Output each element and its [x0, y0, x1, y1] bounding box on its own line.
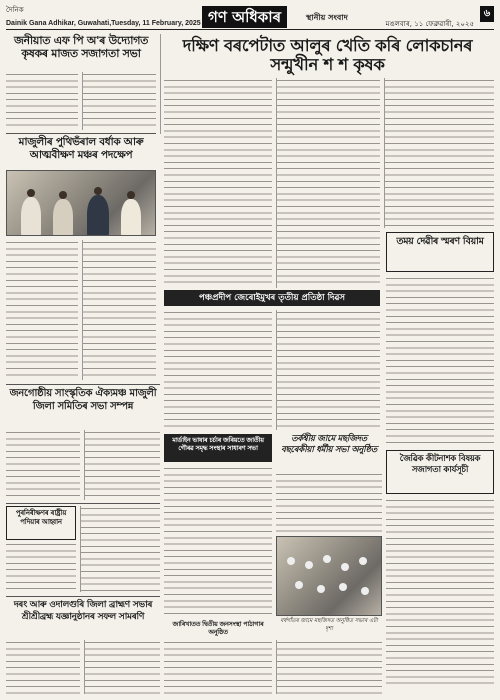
person-head: [305, 561, 313, 569]
story-2-body-col-3: [384, 78, 494, 228]
story-6-headline: জনগোষ্ঠীয় সাংস্কৃতিক ঐক্যমঞ্চ মাজুলী জিলা সমিতিৰ সভা সম্পন্ন: [9, 388, 157, 412]
person-head: [339, 583, 347, 591]
story-9-headline: মাৰ্ডাইন ভাষাৰ চৰ্চাৰ জৰিয়তে জাতীয় গৌৰৱ সমৃদ্ধ সংস্থাৰ সাধাৰণ সভা: [172, 436, 264, 452]
story-10-headline: পুৰনিৰীক্ষণৰ ৰাষ্ট্ৰীয় পদিয়াৰ আহ্বান: [15, 509, 67, 526]
story-7: [276, 434, 382, 470]
story-9-headline-banner: [164, 434, 272, 462]
story-11-headline: দৰং আৰু ওদালগুৰি জিলা ব্ৰাহ্মণ সভাৰ শ্ৰীশ্ৰীব্ৰহ্ম যজ্ঞানুষ্ঠানৰ সফল সামৰণি: [13, 600, 153, 622]
person-head: [27, 189, 35, 197]
logo-text: গণ অধিকাৰ: [208, 8, 282, 26]
story-10-body: [6, 542, 76, 592]
story-11: [6, 600, 160, 636]
story-10-body-col-2: [80, 506, 160, 592]
person-head: [341, 563, 349, 571]
story-5: [386, 232, 494, 272]
story-4-body-col-2: [276, 310, 380, 430]
story-3: [6, 136, 156, 172]
story-6-body-col-1: [6, 430, 80, 500]
person-figure: [21, 197, 41, 236]
newspaper-logo: [202, 6, 287, 28]
story-8-body: [386, 498, 494, 686]
divider: [6, 596, 160, 597]
story-6-body-col-2: [84, 430, 160, 500]
story-7-body-cont: [276, 640, 382, 694]
divider: [6, 133, 156, 134]
divider: [6, 384, 160, 385]
person-head: [94, 187, 102, 195]
story-2-body-col-2: [276, 78, 380, 288]
person-figure: [87, 195, 109, 236]
masthead-small-label: দৈনিক: [6, 6, 24, 14]
section-label: স্থানীয় সংবাদ: [306, 13, 348, 22]
story-10: [6, 506, 76, 540]
person-head: [323, 555, 331, 563]
story-11-body-col-2: [84, 640, 160, 694]
edition-line: Dainik Gana Adhikar, Guwahati,Tuesday, 11 February, 2025: [6, 20, 201, 27]
story-3-headline: মাজুলীৰ পুথিভঁৰাল বৰ্ধাক আৰু আত্মবীক্ষণ মঞ্চৰ পদক্ষেপ: [18, 136, 144, 161]
story-4-headline-banner: [164, 290, 380, 306]
local-date: মঙলবাৰ, ১১ ফেব্ৰুৱাৰী, ২০২৫: [385, 20, 474, 28]
story-2-body-col-1: [164, 78, 272, 288]
story-1: [6, 34, 156, 74]
story-11-body-col-1: [6, 640, 80, 694]
person-head: [127, 191, 135, 199]
story-12-headline: জাৰিখাতত দ্বিতীয় জনসংস্থা পাঠাগাৰ অনুষ্ঠিত: [172, 620, 264, 636]
story-4-headline: পঞ্চপ্ৰদীপ জেৰোইমুখৰ তৃতীয় প্ৰতিষ্ঠা দিৱস: [198, 293, 346, 303]
story-2-headline: দক্ষিণ বৰপেটাত আলুৰ খেতি কৰি লোকচানৰ সন্মুখীন শ শ কৃষক: [182, 36, 473, 74]
person-head: [287, 557, 295, 565]
story-3-photo: [6, 170, 156, 236]
story-9-body: [164, 466, 272, 616]
masthead: [6, 4, 494, 30]
person-head: [361, 587, 369, 595]
person-head: [59, 191, 67, 199]
story-5-headline: তময় দেৱীৰ স্মৰণ বিয়াম: [396, 236, 484, 247]
story-3-body-col-1: [6, 240, 78, 380]
story-5-body: [386, 276, 494, 446]
person-head: [295, 581, 303, 589]
person-figure: [121, 199, 141, 236]
person-head: [317, 585, 325, 593]
photo-caption: বৰ্ষগাঁতৰ জামে মছজিদত অনুষ্ঠিত সভাৰ এটা দৃশ্য: [280, 618, 378, 632]
person-figure: [53, 199, 73, 236]
story-4-body-col-1: [164, 310, 272, 430]
story-1-body-col-1: [6, 72, 78, 130]
story-8: [386, 450, 494, 494]
story-1-body-col-2: [82, 72, 156, 130]
story-6: [6, 388, 160, 428]
story-7-headline: তৰ্কশ্বীয় জামে মছজিদত বছৰেকীয়া ধৰ্মীয় সভা অনুষ্ঠিত: [281, 434, 377, 455]
story-12-body: [164, 640, 272, 694]
story-3-body-col-2: [82, 240, 156, 380]
story-1-headline: জনীয়াত এফ পি অ'ৰ উদ্যোগত কৃষকৰ মাজত সজাগতা সভা: [13, 34, 149, 60]
page-number: ৬: [480, 6, 494, 22]
story-8-headline: জৈৱিক কীটনাশক বিষয়ক সজাগতা কাৰ্যসূচী: [399, 454, 481, 475]
person-head: [359, 557, 367, 565]
mosque-gathering-photo: [276, 536, 382, 616]
divider: [6, 503, 160, 504]
story-7-body: [276, 472, 382, 532]
story-12: [164, 620, 272, 636]
